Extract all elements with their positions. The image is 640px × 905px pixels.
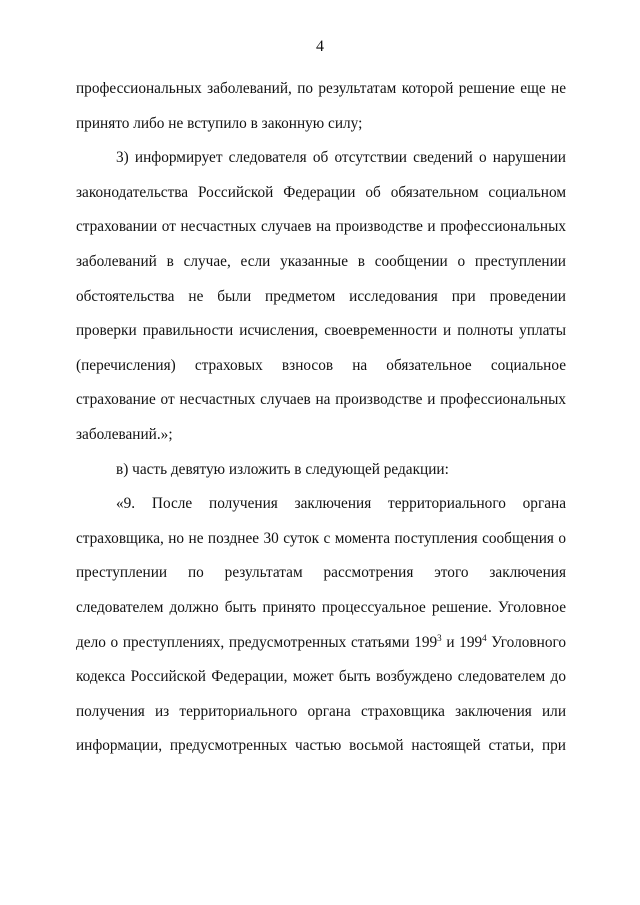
text-line: заболеваний.»; (76, 425, 173, 443)
superscript: 3 (437, 632, 442, 643)
text-line: страхование от несчастных случаев на производстве и профессиональных (76, 391, 566, 409)
text-line: проверки правильности исчисления, своевременности и полноты уплаты (76, 322, 566, 340)
text-line-with-superscripts (76, 626, 566, 661)
text-line: обстоятельства не были предметом исследования при проведении (76, 287, 566, 305)
superscript: 4 (482, 632, 487, 643)
text-line: преступлении по результатам рассмотрения этого заключения (76, 564, 566, 582)
text-line: информации, предусмотренных частью восьмой настоящей статьи, при (76, 737, 566, 755)
text-line: получения из территориального органа страховщика заключения или (76, 702, 566, 720)
text-line: принято либо не вступило в законную силу; (76, 114, 363, 132)
text-line: страховщика, но не позднее 30 суток с момента поступления сообщения о (76, 529, 566, 547)
text-line: 3) информирует следователя об отсутствии сведений о нарушении (116, 149, 566, 167)
text-line: заболеваний в случае, если указанные в сообщении о преступлении (76, 252, 566, 270)
text-line: в) часть девятую изложить в следующей редакции: (116, 460, 449, 478)
text-line: «9. После получения заключения территориального органа (116, 495, 566, 513)
text-fragment: Уголовного (486, 633, 566, 651)
text-fragment: и 199 (441, 633, 483, 651)
text-line: страховании от несчастных случаев на производстве и профессиональных (76, 218, 566, 236)
text-line: законодательства Российской Федерации об обязательном социальном (76, 183, 566, 201)
text-line: кодекса Российской Федерации, может быть возбуждено следователем до (76, 668, 566, 686)
text-line: следователем должно быть принято процессуальное решение. Уголовное (76, 598, 566, 616)
page-number: 4 (316, 38, 324, 55)
text-fragment: дело о преступлениях, предусмотренных статьями 199 (76, 633, 438, 651)
text-line: (перечисления) страховых взносов на обязательное социальное (76, 356, 566, 374)
document-body (76, 72, 566, 764)
text-line: профессиональных заболеваний, по результатам которой решение еще не (76, 80, 566, 97)
